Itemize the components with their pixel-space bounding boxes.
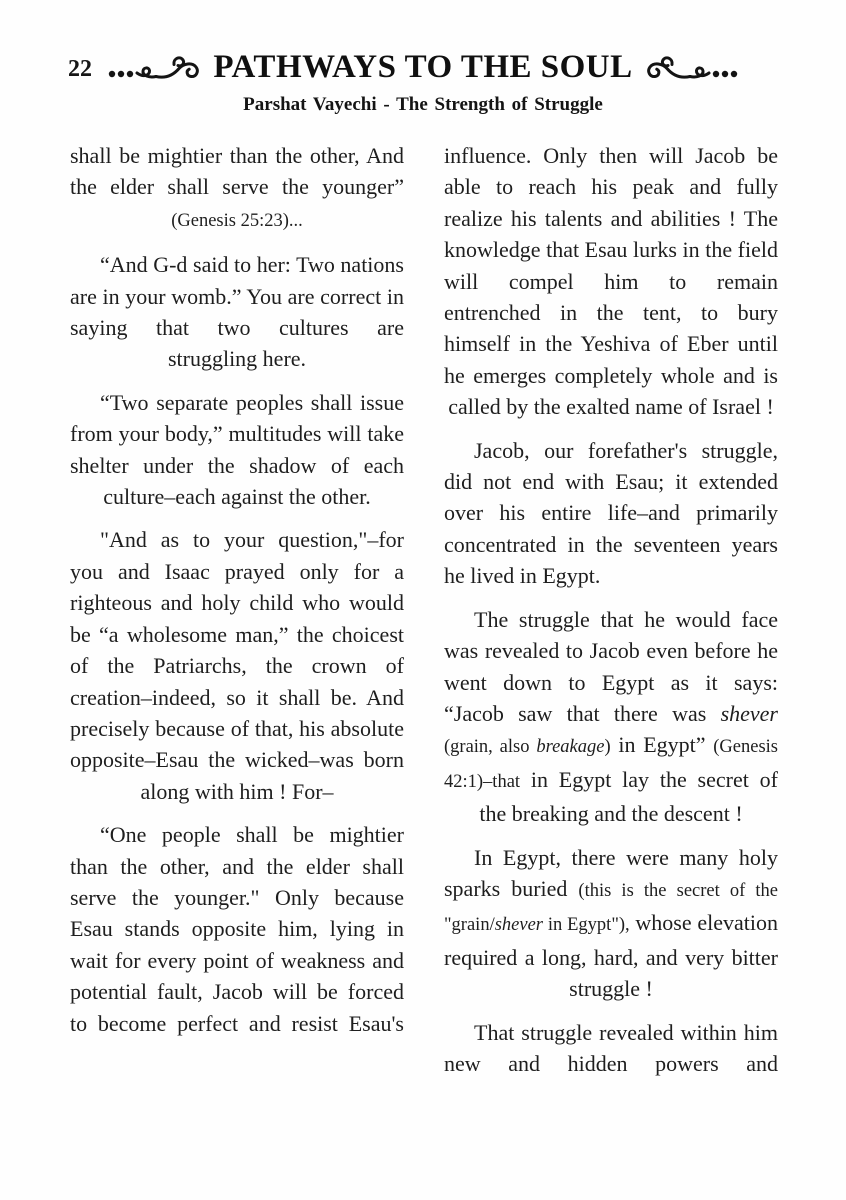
chapter-subtitle: Parshat Vayechi - The Strength of Struggle [243,94,603,115]
title-row [0,44,846,90]
text-columns [0,116,846,1091]
text-run: (Genesis 25:23)... [171,210,303,231]
scroll-flourish-icon [643,52,739,82]
column-left [70,140,404,1091]
text-run: whose elevation required a long, hard, and very bitter struggle ! [444,910,778,1002]
text-run: shever [720,700,778,726]
page-header [0,0,846,116]
page-title: PATHWAYS TO THE SOUL [213,48,633,85]
scroll-flourish-icon [107,52,203,82]
paragraph [444,435,778,592]
paragraph [70,140,404,237]
page-number: 22 [68,56,92,82]
text-run: in Egypt” [610,732,714,758]
text-run: influence. Only then will Jacob be able to reach his peak and fully realize his talents and abilities ! The knowledge that Esau lurks in the field will compel him to remain entrenched in the tent, to bury himself in the Yeshiva of Eber until he emerges completely whole and is called by the exalted name of Israel ! [444,143,778,420]
text-run: (this is the secret of the "grain/ [444,880,779,936]
text-run: (grain, also [444,737,537,758]
paragraph [444,604,778,830]
text-run: (Genesis 42:1)–that [444,737,778,792]
text-run: shever [494,915,544,936]
text-run: Jacob, our forefather's struggle, did not end with Esau; it extended over his entire life–and primarily concentrated in the seventeen years he lived in Egypt. [444,437,778,589]
text-run: ) [604,737,611,758]
paragraph [70,524,404,807]
text-run: “Two separate peoples shall issue from your body,” multitudes will take shelter under the shadow of each culture–each against the other. [70,389,404,510]
text-run: That struggle revealed within him new and hidden powers and [444,1019,778,1076]
text-run: in Egypt"), [543,915,630,936]
paragraph [70,249,404,375]
text-run: breakage [536,737,605,758]
text-run: in Egypt lay the secret of the breaking and the descent ! [479,766,778,827]
text-run: The struggle that he would face was revealed to Jacob even before he went down to Egypt as it says: “Jacob saw that there was [444,606,778,726]
text-run: "And as to your question,"–for you and Isaac prayed only for a righteous and holy child who would be “a wholesome man,” the choicest of the Patriarchs, the crown of creation–indeed, so it shall be. And precisely because of that, his absolute opposite–Esau the wicked–was born along with him ! For– [70,527,404,804]
paragraph [444,140,778,423]
paragraph [70,819,404,1039]
paragraph [444,1017,778,1080]
text-run: “And G-d said to her: Two nations are in your womb.” You are correct in saying that two cultures are struggling here. [70,252,404,372]
paragraph [444,842,778,1005]
text-run: shall be mightier than the other, And the elder shall serve the younger” [70,143,404,200]
column-right [444,140,778,1091]
text-run: In Egypt, there were many holy sparks buried [444,844,778,901]
paragraph [70,387,404,513]
text-run: “One people shall be mightier than the other, and the elder shall serve the younger." Only because Esau stands opposite him, lying in wait for every point of weakness and potential fault, Jacob will be forced to become perfect and resist Esau's [70,822,404,1036]
